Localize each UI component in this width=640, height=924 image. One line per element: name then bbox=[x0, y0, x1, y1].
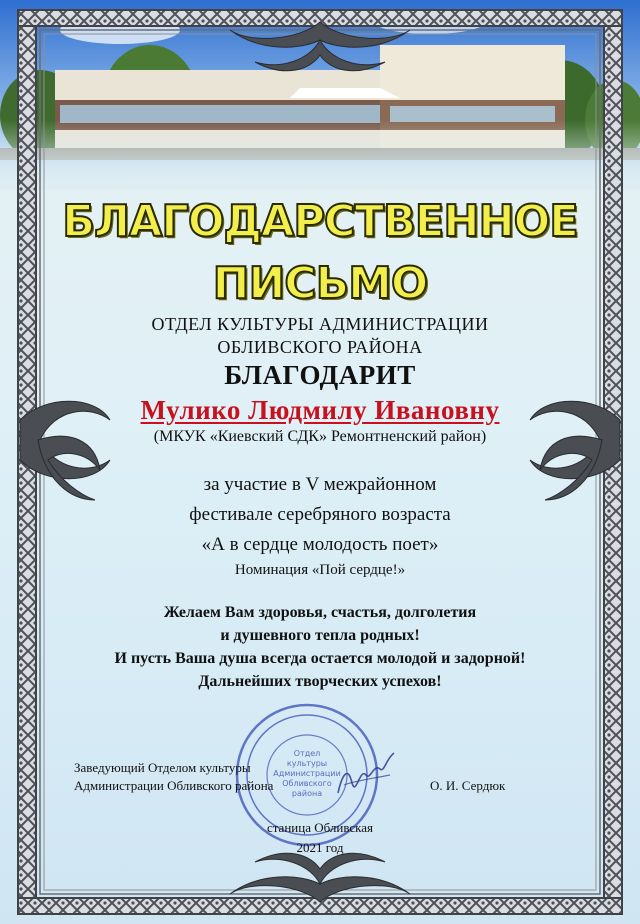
title-line-2: ПИСЬМО bbox=[212, 258, 428, 309]
signer-name: О. И. Сердюк bbox=[430, 778, 506, 793]
reason-line-2: фестивале серебряного возраста bbox=[189, 504, 451, 525]
title-line-1: БЛАГОДАРСТВЕННОЕ bbox=[62, 196, 578, 247]
thanks-heading: БЛАГОДАРИТ bbox=[224, 360, 416, 390]
year: 2021 год bbox=[296, 840, 344, 855]
issuer-line-1: ОТДЕЛ КУЛЬТУРЫ АДМИНИСТРАЦИИ bbox=[151, 314, 489, 334]
nomination: Номинация «Пой сердце!» bbox=[234, 562, 406, 578]
recipient-name: Мулико Людмилу Ивановну bbox=[140, 395, 500, 425]
reason-line-1: за участие в V межрайонном bbox=[203, 474, 437, 495]
wishes-line-4: Дальнейших творческих успехов! bbox=[198, 673, 442, 690]
stamp-text-1: Отдел bbox=[293, 749, 321, 758]
stamp-text-4: Обливского bbox=[282, 779, 332, 788]
place: станица Обливская bbox=[266, 820, 374, 835]
wishes-line-1: Желаем Вам здоровья, счастья, долголетия bbox=[163, 604, 477, 621]
recipient-organization: (МКУК «Киевский СДК» Ремонтненский район) bbox=[153, 428, 487, 445]
reason-line-3: «А в сердце молодость поет» bbox=[201, 534, 439, 555]
signer-title-line-1: Заведующий Отделом культуры bbox=[74, 760, 251, 775]
wishes-line-3: И пусть Ваша душа всегда остается молодой и задорной! bbox=[114, 650, 526, 667]
stamp-text-5: района bbox=[291, 789, 323, 798]
stamp-text-3: Администрации bbox=[273, 769, 341, 778]
handwritten-signature bbox=[330, 745, 400, 805]
signer-title-line-2: Администрации Обливского района bbox=[74, 778, 274, 793]
wishes-line-2: и душевного тепла родных! bbox=[220, 627, 420, 644]
stamp-text-2: культуры bbox=[286, 759, 328, 768]
issuer-line-2: ОБЛИВСКОГО РАЙОНА bbox=[217, 337, 423, 357]
